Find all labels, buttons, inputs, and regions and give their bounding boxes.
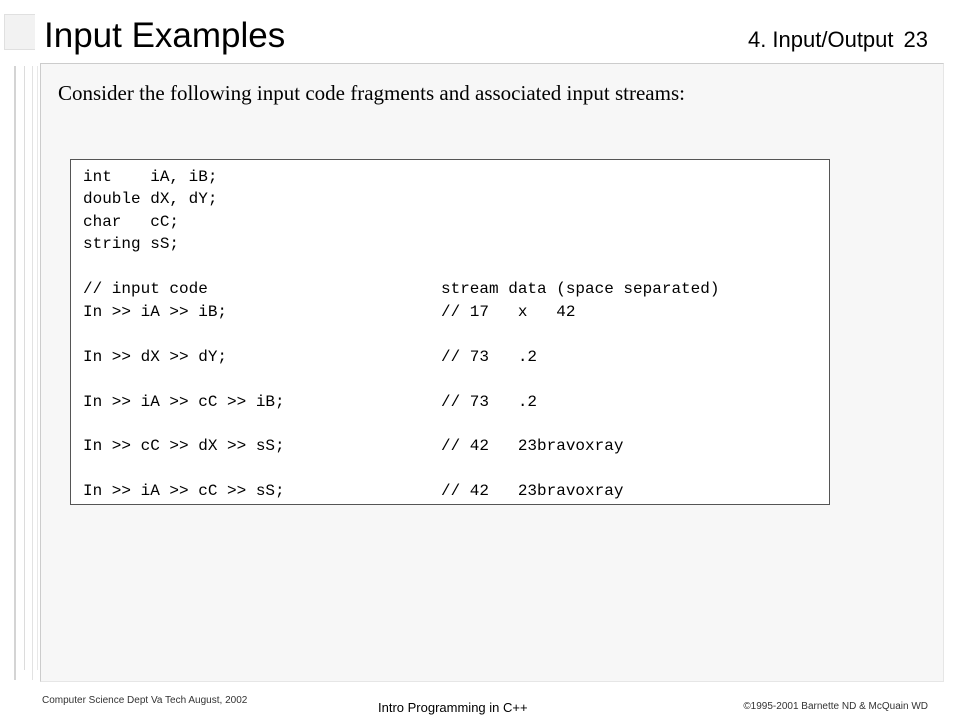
input-code-line: In >> dX >> dY;	[83, 348, 228, 366]
stream-data: // 73 .2	[441, 393, 538, 411]
input-code-line: In >> iA >> cC >> iB;	[83, 393, 285, 411]
footer-center: Intro Programming in C++	[378, 700, 528, 715]
stream-data: // 73 .2	[441, 348, 538, 366]
input-code-line: In >> cC >> dX >> sS;	[83, 437, 285, 455]
decorative-tab	[4, 14, 35, 50]
code-declaration: double dX, dY;	[83, 190, 218, 208]
code-declaration: string sS;	[83, 235, 180, 253]
code-block	[70, 159, 830, 505]
page-number: 23	[903, 27, 928, 52]
input-code-line: In >> iA >> cC >> sS;	[83, 482, 285, 500]
footer-left: Computer Science Dept Va Tech August, 2002	[42, 695, 248, 706]
stream-header: stream data (space separated)	[441, 280, 720, 298]
input-code-line: In >> iA >> iB;	[83, 303, 228, 321]
stream-data: // 42 23bravoxray	[441, 437, 624, 455]
code-header: // input code	[83, 280, 208, 298]
stream-data: // 17 x 42	[441, 303, 576, 321]
stream-data: // 42 23bravoxray	[441, 482, 624, 500]
code-declaration: int iA, iB;	[83, 168, 218, 186]
code-declaration: char cC;	[83, 213, 180, 231]
intro-text: Consider the following input code fragments and associated input streams:	[58, 81, 685, 105]
section-name: 4. Input/Output	[747, 27, 894, 52]
decorative-left-bar-inner	[24, 66, 38, 670]
footer-right: ©1995-2001 Barnette ND & McQuain WD	[743, 701, 928, 712]
slide-title: Input Examples	[44, 16, 286, 55]
section-label	[748, 26, 928, 54]
